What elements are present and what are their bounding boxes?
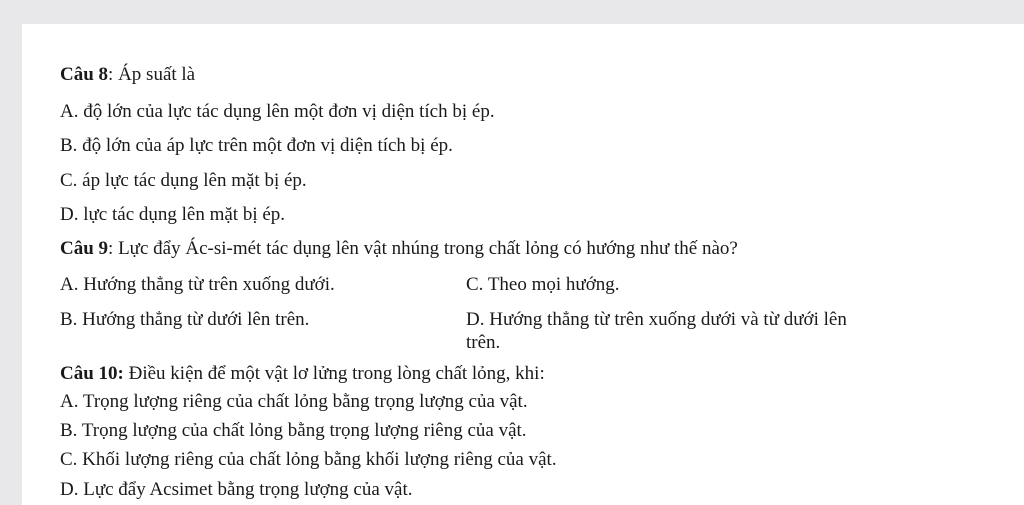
question-10-option-d: D. Lực đẩy Acsimet bằng trọng lượng của vật. — [60, 479, 413, 500]
question-9-option-d-line1: D. Hướng thẳng từ trên xuống dưới và từ dưới lên — [466, 309, 847, 330]
question-10-label: Câu 10: — [60, 363, 124, 384]
question-8-heading — [60, 64, 195, 86]
question-10-text: Điều kiện để một vật lơ lửng trong lòng chất lỏng, khi: — [123, 363, 545, 384]
question-8-option-a: A. độ lớn của lực tác dụng lên một đơn vị diện tích bị ép. — [60, 101, 495, 122]
question-10-option-c: C. Khối lượng riêng của chất lỏng bằng khối lượng riêng của vật. — [60, 449, 557, 470]
question-8-option-b: B. độ lớn của áp lực trên một đơn vị diện tích bị ép. — [60, 135, 453, 156]
question-8-option-c: C. áp lực tác dụng lên mặt bị ép. — [60, 170, 307, 191]
question-9-option-c: C. Theo mọi hướng. — [466, 274, 620, 295]
question-10-option-b: B. Trọng lượng của chất lỏng bằng trọng lượng riêng của vật. — [60, 420, 527, 441]
question-9-label: Câu 9 — [60, 238, 109, 259]
question-10-option-a: A. Trọng lượng riêng của chất lỏng bằng trọng lượng của vật. — [60, 391, 528, 412]
document-page — [22, 24, 1024, 505]
question-9-option-d-line2: trên. — [466, 332, 501, 353]
question-8-option-d: D. lực tác dụng lên mặt bị ép. — [60, 204, 286, 225]
question-8-text: : Áp suất là — [108, 64, 196, 85]
question-10-heading — [60, 363, 545, 385]
question-9-text: : Lực đẩy Ác-si-mét tác dụng lên vật nhúng trong chất lỏng có hướng như thế nào? — [108, 238, 738, 259]
question-8-label: Câu 8 — [60, 64, 109, 85]
question-9-option-b: B. Hướng thẳng từ dưới lên trên. — [60, 309, 310, 330]
question-9-heading — [60, 238, 738, 260]
question-9-option-a: A. Hướng thẳng từ trên xuống dưới. — [60, 274, 335, 295]
